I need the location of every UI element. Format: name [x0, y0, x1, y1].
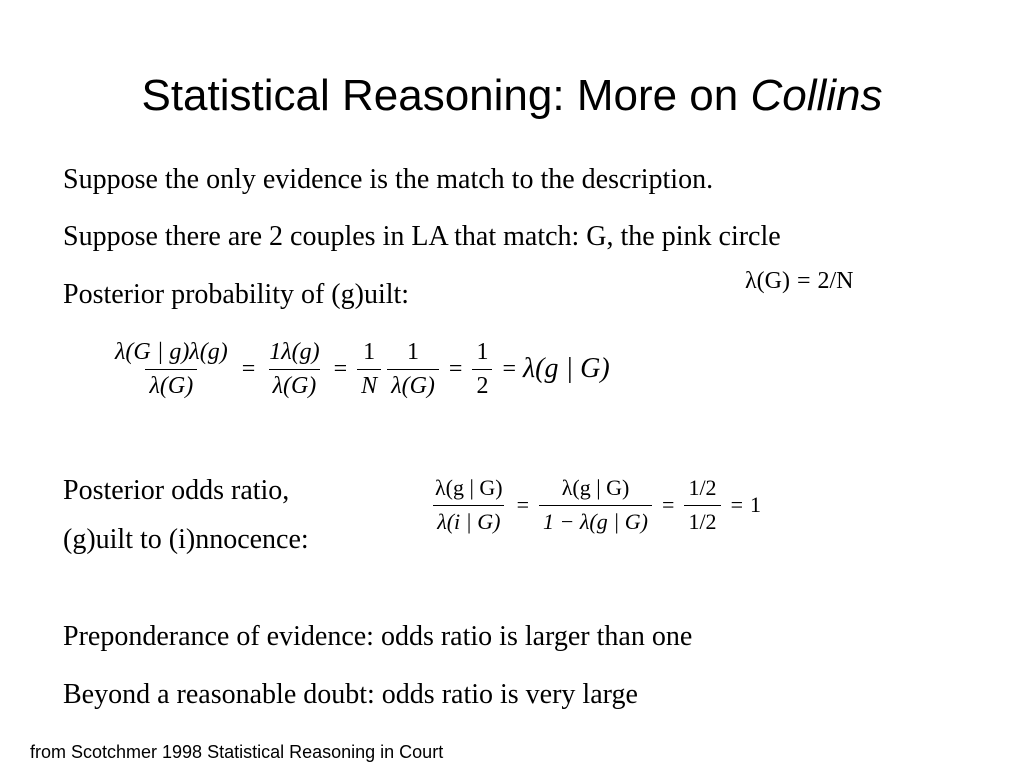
odds-fraction-3	[684, 474, 720, 536]
posterior-fraction-1	[111, 338, 232, 400]
odds-fraction-1-numerator: λ(g | G)	[435, 475, 503, 500]
odds-fraction-2	[539, 474, 652, 536]
prior-rhs: 2/N	[817, 268, 854, 294]
posterior-equals-2: =	[333, 355, 348, 382]
posterior-fraction-4	[387, 338, 439, 400]
posterior-fraction-4-denominator: λ(G)	[387, 369, 439, 400]
body-line-5: (g)uilt to (i)nnocence:	[63, 524, 309, 555]
posterior-fraction-3	[357, 338, 381, 400]
posterior-fraction-2-numerator: 1λ(g)	[269, 339, 320, 365]
prior-equation	[745, 268, 854, 295]
posterior-fraction-3-denominator: N	[357, 369, 381, 400]
prior-equals: =	[796, 268, 811, 294]
odds-ratio-equation	[428, 474, 761, 536]
odds-equals-2: =	[662, 492, 675, 517]
posterior-fraction-5	[472, 338, 492, 400]
footer-citation: from Scotchmer 1998 Statistical Reasoning in Court	[30, 742, 444, 762]
posterior-fraction-2	[265, 338, 323, 400]
title-text: Statistical Reasoning: More on	[141, 71, 739, 120]
odds-equals-1: =	[516, 492, 530, 517]
body-line-6: Preponderance of evidence: odds ratio is larger than one	[63, 621, 693, 652]
body-line-3: Posterior probability of (g)uilt:	[63, 279, 410, 310]
posterior-equals-3: =	[448, 355, 463, 382]
prior-lhs: λ(G)	[745, 268, 790, 294]
odds-result: 1	[749, 492, 761, 517]
odds-fraction-2-numerator: λ(g | G)	[561, 475, 630, 500]
odds-fraction-1	[431, 474, 507, 536]
posterior-fraction-4-numerator: 1	[407, 339, 420, 365]
odds-fraction-3-denominator: 1/2	[684, 505, 720, 536]
posterior-fraction-3-numerator: 1	[363, 339, 376, 365]
odds-equals-3: =	[730, 492, 743, 517]
posterior-fraction-2-denominator: λ(G)	[269, 369, 321, 400]
posterior-probability-equation	[108, 338, 610, 400]
odds-fraction-2-denominator: 1 − λ(g | G)	[539, 505, 652, 536]
odds-fraction-1-denominator: λ(i | G)	[433, 505, 504, 536]
title-emphasis: Collins	[750, 71, 883, 120]
body-line-1: Suppose the only evidence is the match to the description.	[63, 164, 714, 195]
posterior-equals-4: =	[502, 355, 516, 382]
odds-fraction-3-numerator: 1/2	[688, 475, 717, 500]
body-line-2: Suppose there are 2 couples in LA that match: G, the pink circle	[63, 221, 781, 252]
posterior-result: λ(g | G)	[523, 353, 610, 384]
posterior-fraction-1-numerator: λ(G | g)λ(g)	[115, 339, 228, 365]
posterior-fraction-5-numerator: 1	[476, 339, 489, 365]
posterior-fraction-1-denominator: λ(G)	[145, 369, 197, 400]
slide-title	[0, 66, 1024, 126]
posterior-equals-1: =	[241, 355, 256, 382]
body-line-4: Posterior odds ratio,	[63, 475, 290, 506]
posterior-fraction-5-denominator: 2	[472, 369, 492, 400]
body-line-7: Beyond a reasonable doubt: odds ratio is very large	[63, 679, 638, 710]
